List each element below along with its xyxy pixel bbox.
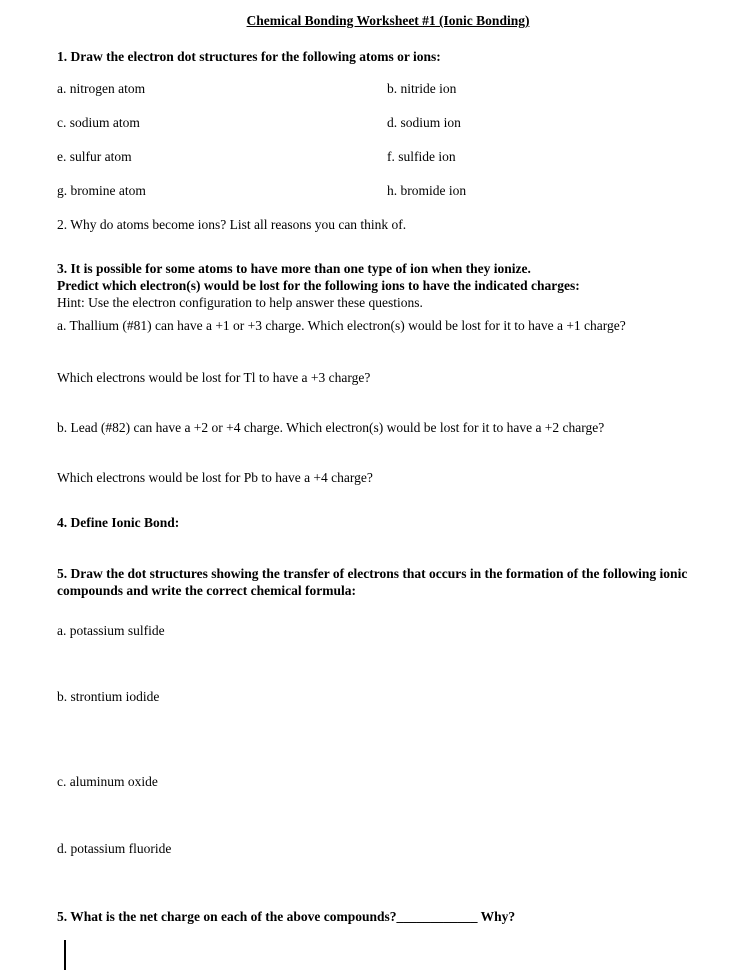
question-3-block — [57, 260, 719, 486]
question-3-prompt-line2: Predict which electron(s) would be lost for the following ions to have the indicated charges: — [57, 278, 580, 293]
question-5-prompt: 5. Draw the dot structures showing the transfer of electrons that occurs in the formation of the following ionic compounds and write the correct chemical formula: — [57, 566, 688, 598]
question-5-item-d: d. potassium fluoride — [57, 841, 172, 856]
question-1-prompt: 1. Draw the electron dot structures for the following atoms or ions: — [57, 49, 441, 64]
q1-item-h: h. bromide ion — [387, 183, 467, 198]
question-3a: a. Thallium (#81) can have a +1 or +3 charge. Which electron(s) would be lost for it to have a +1 charge? — [57, 318, 626, 333]
page-edge-artifact — [64, 940, 66, 970]
question-5-item-c: c. aluminum oxide — [57, 774, 158, 789]
question-3b: b. Lead (#82) can have a +2 or +4 charge. Which electron(s) would be lost for it to have a +2 charge? — [57, 420, 605, 435]
question-2-prompt: 2. Why do atoms become ions? List all reasons you can think of. — [57, 217, 407, 232]
question-3b-followup: Which electrons would be lost for Pb to have a +4 charge? — [57, 470, 373, 485]
q1-item-c: c. sodium atom — [57, 115, 140, 130]
q1-item-g: g. bromine atom — [57, 183, 146, 198]
question-4-prompt: 4. Define Ionic Bond: — [57, 515, 180, 530]
q1-item-d: d. sodium ion — [387, 115, 461, 130]
question-5-item-a: a. potassium sulfide — [57, 623, 165, 638]
page-title: Chemical Bonding Worksheet #1 (Ionic Bonding) — [246, 13, 530, 28]
q1-item-f: f. sulfide ion — [387, 149, 456, 164]
question-3-prompt-line1: 3. It is possible for some atoms to have more than one type of ion when they ionize. — [57, 261, 531, 276]
question-1-answer-grid — [57, 80, 697, 199]
q1-item-b: b. nitride ion — [387, 81, 457, 96]
question-5-item-b: b. strontium iodide — [57, 689, 160, 704]
question-3a-followup: Which electrons would be lost for Tl to have a +3 charge? — [57, 370, 371, 385]
question-6-prompt: 5. What is the net charge on each of the above compounds?____________ Why? — [57, 909, 516, 924]
question-3-hint: Hint: Use the electron configuration to help answer these questions. — [57, 295, 423, 310]
q1-item-e: e. sulfur atom — [57, 149, 132, 164]
q1-item-a: a. nitrogen atom — [57, 81, 146, 96]
